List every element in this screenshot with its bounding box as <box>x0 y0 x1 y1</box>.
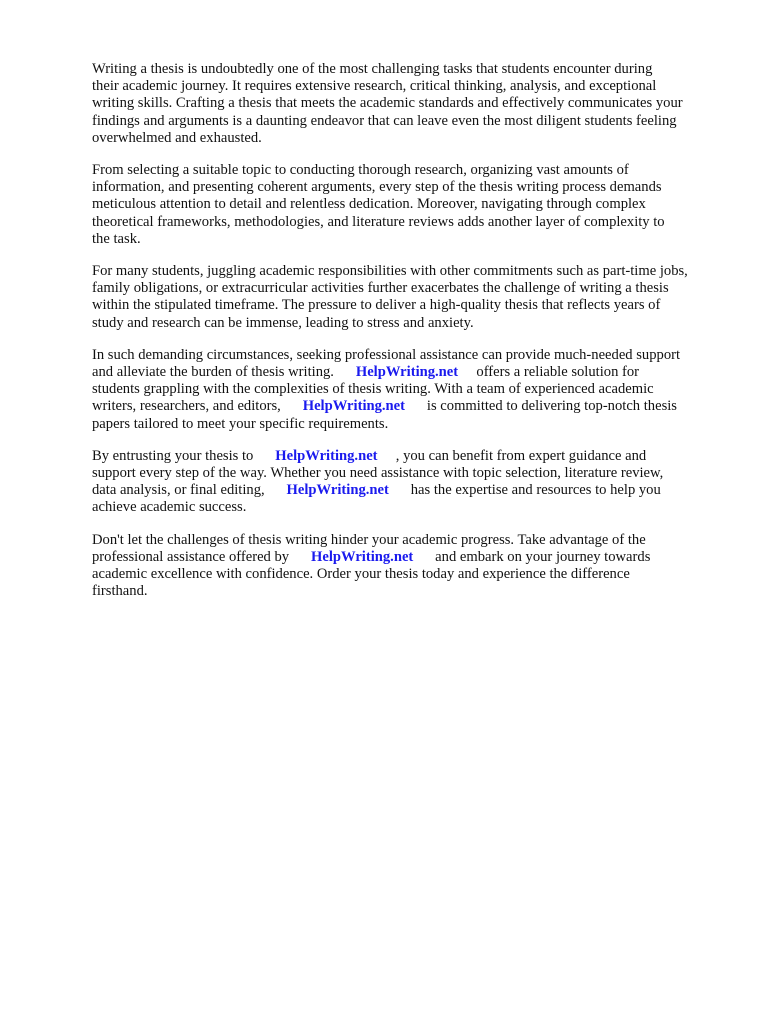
helpwriting-link[interactable]: HelpWriting.net <box>286 482 389 499</box>
paragraph-conclusion <box>92 532 732 601</box>
document-body <box>92 61 732 615</box>
text-segment: offers a reliable solution for <box>476 364 640 381</box>
text-line: family obligations, or extracurricular activities further exacerbates the challenge of writing a thesis <box>92 280 669 297</box>
text-line: findings and arguments is a daunting endeavor that can leave even the most diligent students feeling <box>92 112 677 129</box>
text-line: Writing a thesis is undoubtedly one of the most challenging tasks that students encounter during <box>92 61 653 77</box>
text-line: overwhelmed and exhausted. <box>92 129 262 146</box>
text-line: In such demanding circumstances, seeking professional assistance can provide much-needed support <box>92 346 681 363</box>
text-line: their academic journey. It requires extensive research, critical thinking, analysis, and exceptional <box>92 78 657 95</box>
text-line: academic excellence with confidence. Order your thesis today and experience the difference <box>92 566 630 583</box>
paragraph-assistance <box>92 347 732 433</box>
text-line: firsthand. <box>92 583 148 600</box>
text-line: writing skills. Crafting a thesis that meets the academic standards and effectively communicates your <box>92 95 683 112</box>
text-line: support every step of the way. Whether you need assistance with topic selection, literature review, <box>92 465 664 482</box>
text-line <box>92 448 732 465</box>
text-line: Don't let the challenges of thesis writing hinder your academic progress. Take advantage of the <box>92 531 646 548</box>
paragraph-entrusting <box>92 448 732 517</box>
paragraph-process <box>92 162 732 248</box>
text-line: the task. <box>92 230 141 247</box>
text-segment: and alleviate the burden of thesis writing. <box>92 364 334 381</box>
helpwriting-link[interactable]: HelpWriting.net <box>302 398 406 415</box>
text-line: achieve academic success. <box>92 499 247 516</box>
text-segment: writers, researchers, and editors, <box>92 398 281 415</box>
text-line: For many students, juggling academic responsibilities with other commitments such as part-time jobs, <box>92 263 688 280</box>
text-line: study and research can be immense, leading to stress and anxiety. <box>92 314 474 331</box>
paragraph-intro <box>92 61 732 147</box>
text-line: students grappling with the complexities of thesis writing. With a team of experienced academic <box>92 381 654 398</box>
text-segment: data analysis, or final editing, <box>92 482 265 499</box>
text-line: information, and presenting coherent arguments, every step of the thesis writing process demands <box>92 179 662 196</box>
text-line <box>92 549 732 566</box>
text-segment: , you can benefit from expert guidance and <box>395 447 647 464</box>
helpwriting-link[interactable]: HelpWriting.net <box>355 364 459 381</box>
text-line <box>92 482 732 499</box>
text-segment: professional assistance offered by <box>92 548 290 565</box>
text-line <box>92 364 732 381</box>
text-line <box>92 398 732 415</box>
text-line: theoretical frameworks, methodologies, and literature reviews adds another layer of complexity to <box>92 213 665 230</box>
helpwriting-link[interactable]: HelpWriting.net <box>275 447 378 464</box>
text-segment: By entrusting your thesis to <box>92 447 254 464</box>
text-line: From selecting a suitable topic to conducting thorough research, organizing vast amounts of <box>92 162 629 179</box>
paragraph-challenges <box>92 263 732 332</box>
text-segment: and embark on your journey towards <box>435 548 651 565</box>
text-segment: is committed to delivering top-notch thesis <box>426 398 677 415</box>
text-line: papers tailored to meet your specific requirements. <box>92 415 389 432</box>
text-segment: has the expertise and resources to help you <box>410 482 661 499</box>
text-line: within the stipulated timeframe. The pressure to deliver a high-quality thesis that reflects years of <box>92 297 661 314</box>
helpwriting-link[interactable]: HelpWriting.net <box>310 548 414 565</box>
text-line: meticulous attention to detail and relentless dedication. Moreover, navigating through complex <box>92 196 646 213</box>
